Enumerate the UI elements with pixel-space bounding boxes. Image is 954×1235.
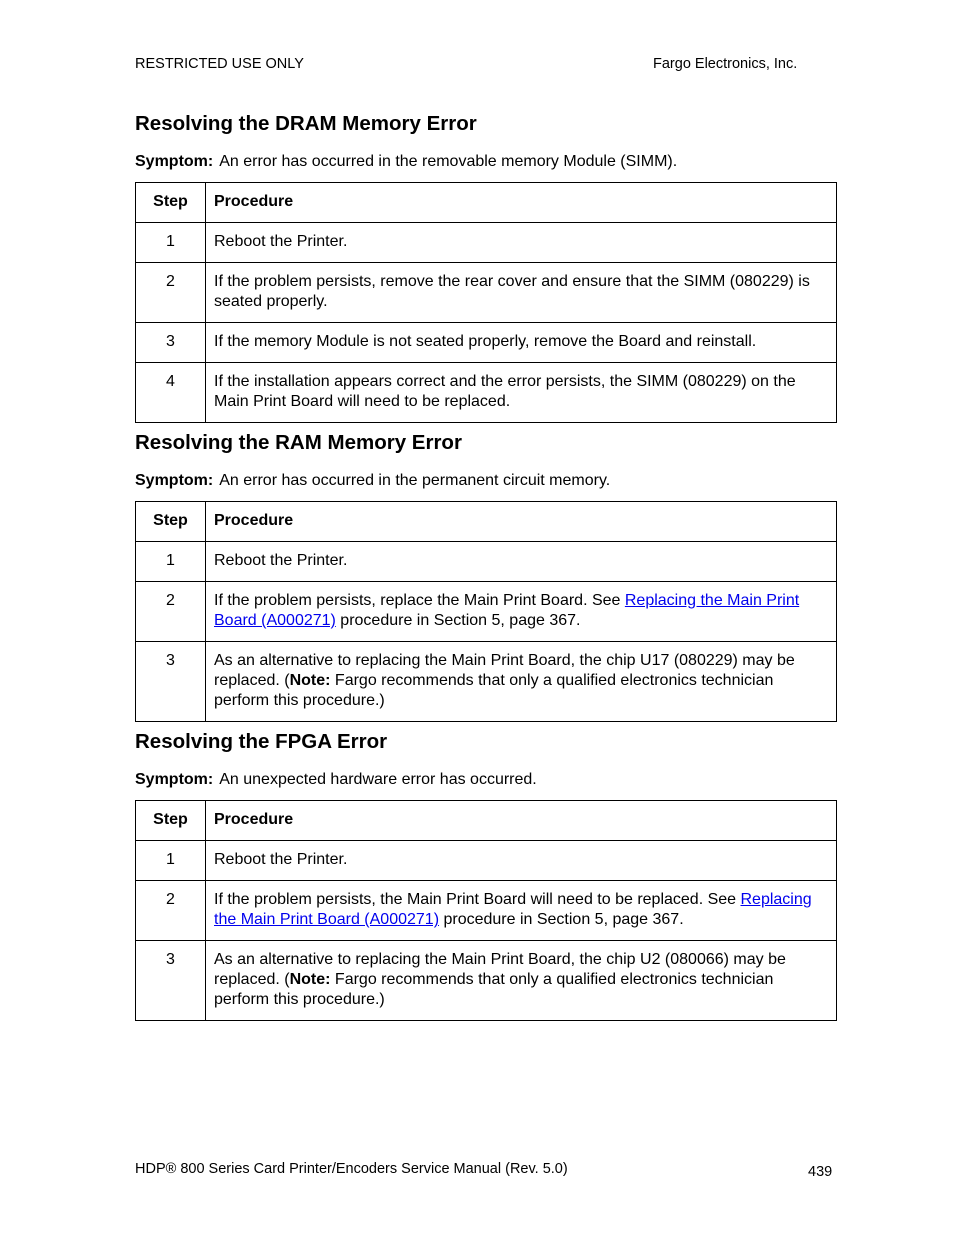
procedure-text: If the problem persists, remove the rear cover and ensure that the SIMM (080229) is seated properly. <box>206 263 837 323</box>
table-row <box>136 323 837 363</box>
procedure-text-post: procedure in Section 5, page 367. <box>439 911 684 928</box>
procedure-text-post: procedure in Section 5, page 367. <box>335 612 581 629</box>
symptom-text: An error has occurred in the removable memory Module (SIMM). <box>219 153 678 170</box>
step-number: 2 <box>136 263 206 323</box>
table-row <box>136 841 837 881</box>
procedure-text: Reboot the Printer. <box>206 841 837 881</box>
symptom-label: Symptom: <box>135 472 214 489</box>
procedure-table <box>135 501 837 722</box>
procedure-text: If the installation appears correct and the error persists, the SIMM (080229) on the Main Print Board will need to be replaced. <box>206 363 837 423</box>
step-number: 1 <box>136 542 206 582</box>
step-number: 1 <box>136 223 206 263</box>
procedure-text <box>206 881 837 941</box>
symptom-label: Symptom: <box>135 771 214 788</box>
table-row <box>136 582 837 642</box>
symptom-text: An error has occurred in the permanent circuit memory. <box>219 472 611 489</box>
procedure-table <box>135 182 837 423</box>
col-procedure-header: Procedure <box>206 183 837 223</box>
step-number: 3 <box>136 941 206 1021</box>
table-header-row <box>136 183 837 223</box>
symptom-text: An unexpected hardware error has occurred. <box>219 771 537 788</box>
table-row <box>136 223 837 263</box>
step-number: 2 <box>136 582 206 642</box>
symptom-line <box>135 471 837 491</box>
procedure-text <box>206 642 837 722</box>
col-step-header: Step <box>136 801 206 841</box>
table-header-row <box>136 801 837 841</box>
symptom-line <box>135 770 837 790</box>
section-title: Resolving the RAM Memory Error <box>135 431 462 454</box>
step-number: 3 <box>136 323 206 363</box>
replacing-main-print-board-link[interactable]: Replacing the Main Print Board (A000271) <box>214 891 812 928</box>
symptom-line <box>135 152 837 172</box>
procedure-table <box>135 800 837 1021</box>
footer-manual-title: HDP® 800 Series Card Printer/Encoders Service Manual (Rev. 5.0) <box>135 1161 568 1177</box>
table-row <box>136 263 837 323</box>
note-label: Note: <box>289 672 331 689</box>
section-dram <box>135 112 837 423</box>
procedure-text: Reboot the Printer. <box>206 223 837 263</box>
note-label: Note: <box>289 971 331 988</box>
col-procedure-header: Procedure <box>206 801 837 841</box>
symptom-label: Symptom: <box>135 153 214 170</box>
table-row <box>136 363 837 423</box>
procedure-text-post: Fargo recommends that only a qualified electronics technician perform this procedure.) <box>214 672 774 709</box>
procedure-text-pre: If the problem persists, the Main Print Board will need to be replaced. See <box>214 891 741 908</box>
section-title: Resolving the DRAM Memory Error <box>135 112 477 135</box>
step-number: 3 <box>136 642 206 722</box>
page-number: 439 <box>808 1164 833 1180</box>
running-header-left: RESTRICTED USE ONLY <box>135 56 304 72</box>
procedure-text: If the memory Module is not seated properly, remove the Board and reinstall. <box>206 323 837 363</box>
table-row <box>136 881 837 941</box>
procedure-text: Reboot the Printer. <box>206 542 837 582</box>
table-header-row <box>136 502 837 542</box>
col-procedure-header: Procedure <box>206 502 837 542</box>
procedure-text-post: Fargo recommends that only a qualified electronics technician perform this procedure.) <box>214 971 774 1008</box>
col-step-header: Step <box>136 183 206 223</box>
section-ram <box>135 431 837 722</box>
procedure-text-pre: If the problem persists, replace the Main Print Board. See <box>214 592 625 609</box>
step-number: 2 <box>136 881 206 941</box>
col-step-header: Step <box>136 502 206 542</box>
section-fpga <box>135 730 837 1021</box>
procedure-text-pre: As an alternative to replacing the Main Print Board, the chip U2 (080066) may be replaced. ( <box>214 951 786 988</box>
table-row <box>136 941 837 1021</box>
table-row <box>136 542 837 582</box>
table-row <box>136 642 837 722</box>
section-title: Resolving the FPGA Error <box>135 730 388 753</box>
replacing-main-print-board-link[interactable]: Replacing the Main Print Board (A000271) <box>214 592 800 629</box>
running-header-right: Fargo Electronics, Inc. <box>653 56 798 72</box>
step-number: 1 <box>136 841 206 881</box>
step-number: 4 <box>136 363 206 423</box>
procedure-text <box>206 582 837 642</box>
procedure-text-pre: As an alternative to replacing the Main Print Board, the chip U17 (080229) may be replaced. ( <box>214 652 795 689</box>
procedure-text <box>206 941 837 1021</box>
